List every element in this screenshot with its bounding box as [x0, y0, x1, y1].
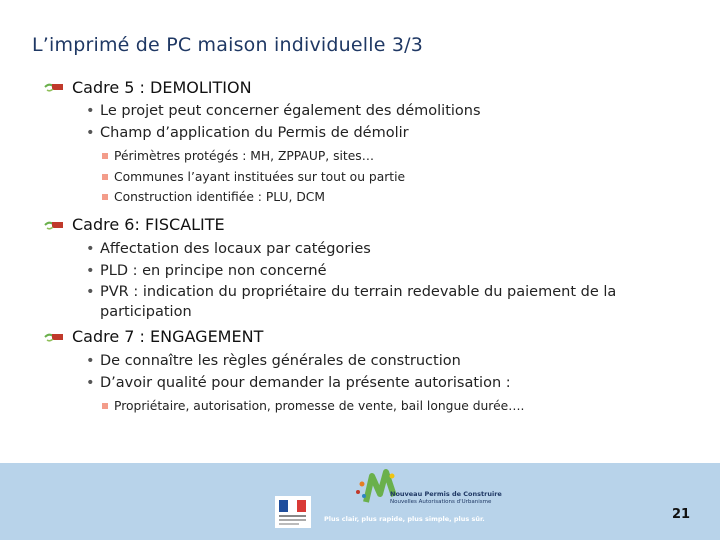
sub-list — [40, 146, 690, 208]
sub-list-item: Communes l’ayant instituées sur tout ou partie — [100, 167, 690, 188]
list-item: • Le projet peut concerner également des démolitions — [86, 100, 690, 122]
arrow-bullet-icon — [44, 219, 66, 231]
section-list — [40, 350, 690, 394]
list-item: • De connaître les règles générales de construction — [86, 350, 690, 372]
republic-logo-icon — [275, 496, 311, 528]
sub-list-items — [100, 396, 690, 417]
section-heading: Cadre 6: FISCALITE — [72, 215, 225, 234]
sub-list-container — [100, 146, 690, 208]
section-heading: Cadre 5 : DEMOLITION — [72, 77, 252, 97]
logo-title: Nouveau Permis de Construire — [390, 490, 502, 498]
section-heading: Cadre 7 : ENGAGEMENT — [72, 327, 264, 346]
list-item: • D’avoir qualité pour demander la présente autorisation : — [86, 372, 690, 394]
permis-logo — [320, 462, 502, 532]
section-cadre-6 — [40, 212, 690, 322]
list-item: • Affectation des locaux par catégories — [86, 238, 690, 260]
list-item: • PVR : indication du propriétaire du terrain redevable du paiement de la participation — [86, 282, 620, 322]
list-item: • PLD : en principe non concerné — [86, 260, 690, 282]
list-item: • Champ d’application du Permis de démolir — [86, 122, 690, 144]
logo-slogan: Plus clair, plus rapide, plus simple, plus sûr. — [324, 515, 485, 523]
page-title: L’imprimé de PC maison individuelle 3/3 — [32, 34, 424, 56]
arrow-bullet-icon — [44, 331, 66, 343]
sub-list-item: • Propriétaire, autorisation, promesse de vente, bail longue durée…. — [100, 396, 690, 417]
section-heading-row — [40, 74, 690, 100]
sub-list-items — [100, 146, 690, 208]
sub-list-container — [100, 396, 690, 417]
section-heading-row — [40, 212, 690, 238]
slide-content — [40, 74, 690, 416]
logo-subtitle: Nouvelles Autorisations d'Urbanisme — [390, 499, 492, 505]
arrow-bullet-icon — [44, 81, 66, 93]
section-list — [40, 100, 690, 144]
section-cadre-5 — [40, 74, 690, 208]
sub-list-item: • Périmètres protégés : MH, ZPPAUP, sites… — [100, 146, 690, 167]
sub-list — [40, 396, 690, 417]
page-number: 21 — [672, 507, 691, 522]
section-cadre-7 — [40, 324, 690, 417]
section-list — [40, 238, 690, 322]
sub-list-item: Construction identifiée : PLU, DCM — [100, 187, 690, 208]
section-heading-row — [40, 324, 690, 350]
